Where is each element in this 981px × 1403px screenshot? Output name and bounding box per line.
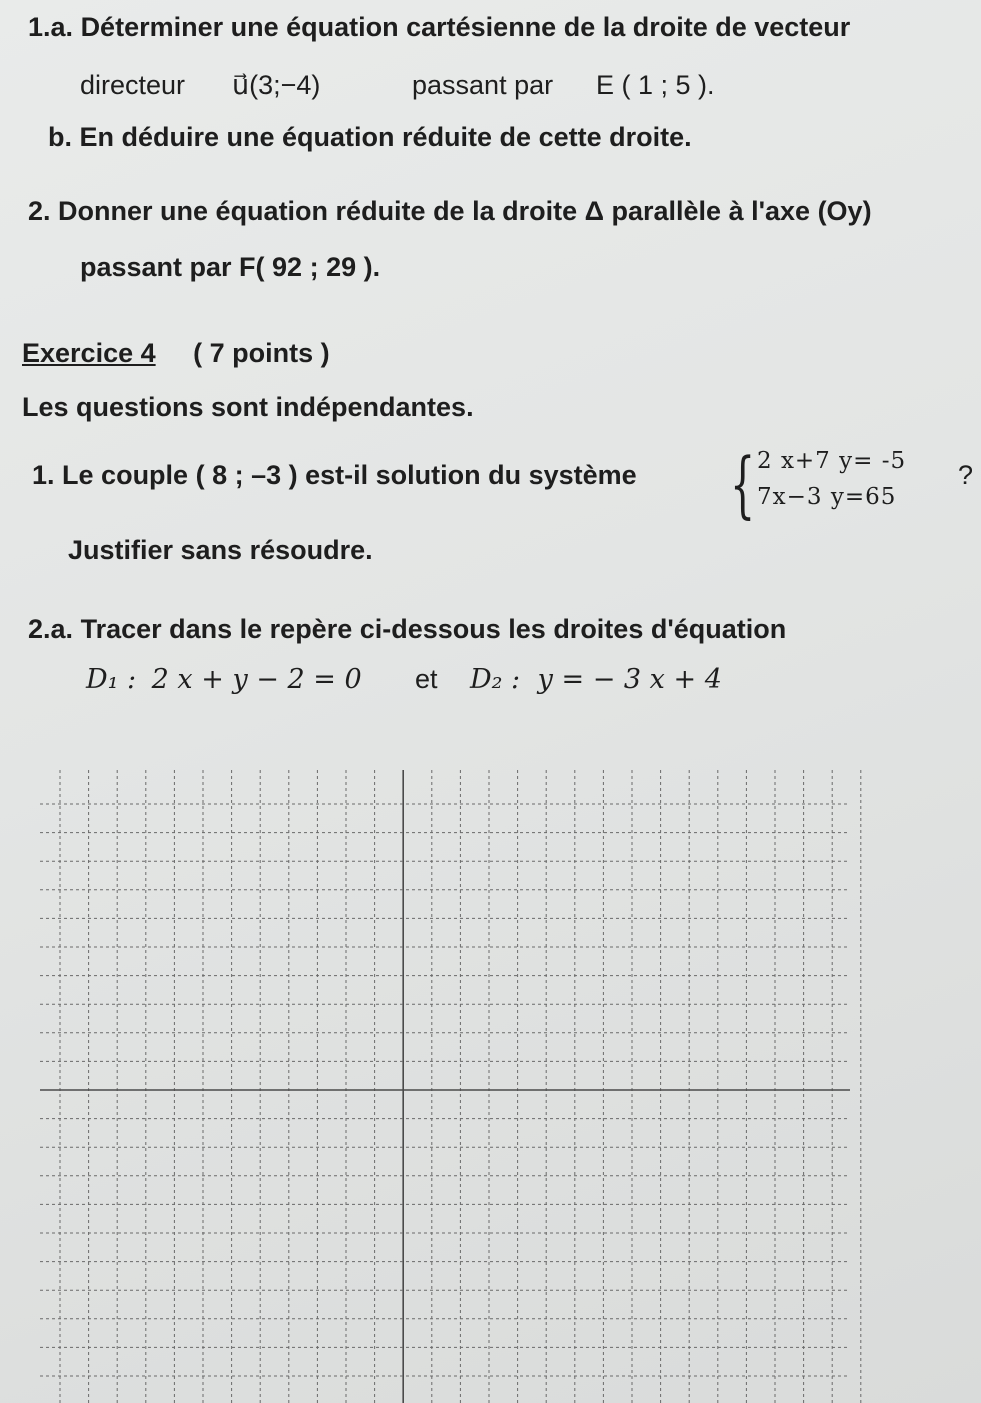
d1-label: D₁ : [86, 664, 137, 695]
q2-text: Donner une équation réduite de la droite Δ parallèle à l'axe (Oy) [58, 196, 872, 226]
directeur-word: directeur [80, 70, 186, 100]
q1a-number: 1.a. [28, 12, 74, 42]
d1-equation-line [86, 664, 362, 695]
et-word: et [415, 664, 438, 694]
q2-line [28, 196, 872, 227]
d2-equation: y = − 3 x + 4 [537, 664, 722, 695]
q1a-line [28, 12, 850, 43]
q1a-continuation [80, 70, 185, 101]
vector-u: u⃗(3;−4) [232, 70, 321, 100]
ex4-q2a-line [28, 614, 786, 645]
q1a-text: Déterminer une équation cartésienne de la droite de vecteur [80, 12, 851, 42]
ex4-q1-text: Le couple ( 8 ; –3 ) est-il solution du système [62, 460, 637, 490]
system-brace: { [730, 442, 756, 526]
ex4-q2a-number: 2.a. [28, 614, 74, 644]
ex4-q1-number: 1. [32, 460, 55, 490]
q1b-text: En déduire une équation réduite de cette droite. [79, 122, 692, 152]
justify-line: Justifier sans résoudre. [68, 535, 373, 565]
exercise4-points: ( 7 points ) [193, 338, 330, 368]
point-e: E ( 1 ; 5 ). [596, 70, 715, 100]
d1-equation: 2 x + y − 2 = 0 [151, 664, 362, 695]
exercise4-heading [22, 338, 330, 369]
system-equation-2: 7x−3 y=65 [757, 484, 897, 510]
q2-number: 2. [28, 196, 51, 226]
d2-label: D₂ : [470, 664, 521, 695]
ex4-q1-line [32, 460, 637, 491]
passant-par: passant par [412, 70, 554, 100]
q1b-line [48, 122, 692, 153]
q1b-number: b. [48, 122, 72, 152]
q2-line-2: passant par F( 92 ; 29 ). [80, 252, 381, 282]
d2-equation-line [470, 664, 722, 695]
ex4-q2a-text: Tracer dans le repère ci-dessous les droites d'équation [80, 614, 787, 644]
exercise4-title: Exercice 4 [22, 338, 156, 368]
question-mark: ? [958, 460, 974, 490]
coordinate-grid [0, 770, 870, 1403]
exercise4-intro: Les questions sont indépendantes. [22, 392, 474, 422]
system-equation-1: 2 x+7 y= -5 [757, 448, 907, 474]
